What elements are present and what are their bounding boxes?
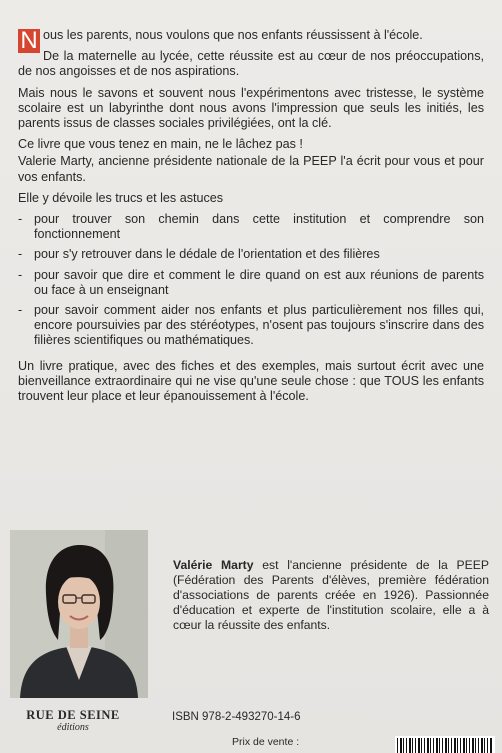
bullet-dash: -: [18, 247, 23, 262]
list-item: [18, 212, 484, 242]
author-photo: [10, 530, 148, 698]
closing-paragraph: Un livre pratique, avec des fiches et des exemples, mais surtout écrit avec une bienveillance extraordinaire qui ne vise qu'une seule chose : que TOUS les enfants trouvent leur place et leur épanouissement à l'école.: [18, 358, 484, 404]
intro-paragraph-1-text: ous les parents, nous voulons que nos enfants réussissent à l'école.: [43, 28, 423, 42]
list-item: [18, 268, 484, 298]
list-item: [18, 247, 484, 262]
tips-list: [18, 212, 484, 349]
barcode-bars: [397, 738, 493, 753]
drop-cap-letter: N: [18, 29, 40, 53]
intro-paragraph-3: Mais nous le savons et souvent nous l'expérimentons avec tristesse, le système scolaire est un labyrinthe dont nous avons l'impression que seuls les initiés, les parents issus de classes sociales privilégiées, ont la clé.: [18, 85, 484, 131]
author-bio: [173, 558, 489, 633]
publisher-subtitle: éditions: [57, 722, 89, 733]
publisher-logo: [18, 708, 128, 733]
bullet-dash: -: [18, 212, 23, 227]
author-name: Valérie Marty: [173, 558, 254, 572]
list-item: [18, 303, 484, 349]
publisher-name: RUE DE SEINE: [26, 708, 120, 722]
list-item-text: pour s'y retrouver dans le dédale de l'orientation et des filières: [34, 247, 380, 262]
author-portrait-image: [10, 530, 148, 698]
isbn-number: ISBN 978-2-493270-14-6: [172, 711, 301, 723]
intro-paragraph-6: Elle y dévoile les trucs et les astuces: [18, 190, 224, 205]
intro-paragraph-1: [18, 27, 484, 54]
list-item-text: pour trouver son chemin dans cette institution et comprendre son fonctionnement: [34, 212, 484, 242]
bullet-dash: -: [18, 303, 23, 318]
intro-paragraph-2: De la maternelle au lycée, cette réussite est au cœur de nos préoccupations, de nos angoisses et de nos aspirations.: [18, 49, 484, 79]
price-label: Prix de vente :: [232, 736, 300, 748]
intro-paragraph-5: Valerie Marty, ancienne présidente nationale de la PEEP l'a écrit pour vous et pour vos enfants.: [18, 154, 484, 184]
author-bio-text: est l'ancienne présidente de la PEEP (Fédération des Parents d'élèves, première fédération d'associations de parents créée en 1926). Passionnée d'éducation et experte de l'institution scolaire, elle a à cœur la réussite des enfants.: [173, 558, 489, 633]
bullet-dash: -: [18, 267, 23, 282]
barcode-image: [395, 736, 495, 753]
list-item-text: pour savoir que dire et comment le dire quand on est aux réunions de parents ou face à un enseignant: [34, 267, 484, 297]
intro-paragraph-4: Ce livre que vous tenez en main, ne le lâchez pas !: [18, 137, 303, 152]
list-item-text: pour savoir comment aider nos enfants et plus particulièrement nos filles qui, encore poursuivies par des stéréotypes, n'osent pas toujours s'inscrire dans des filières scientifiques ou mathématiques.: [34, 303, 484, 348]
blurb-text: [18, 28, 484, 410]
